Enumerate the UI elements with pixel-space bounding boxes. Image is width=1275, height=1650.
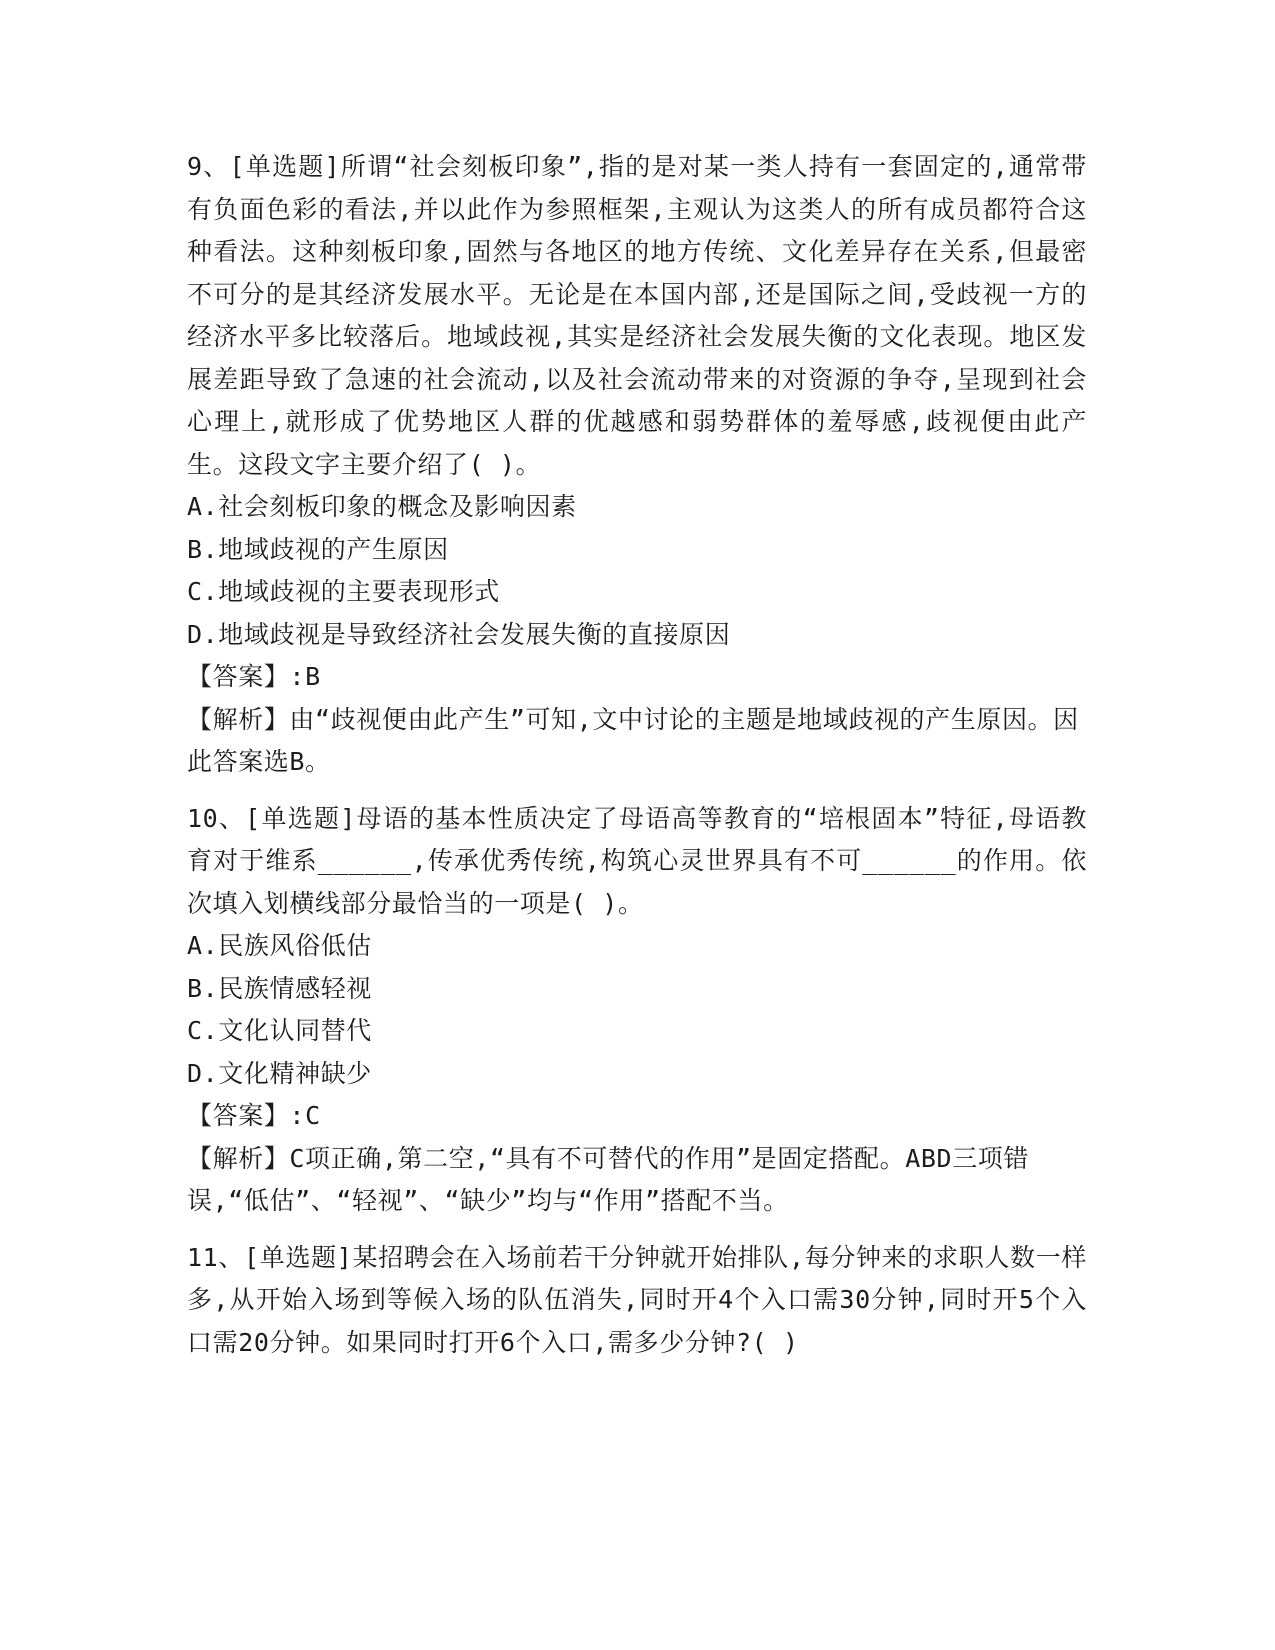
- question-stem: 11、[单选题]某招聘会在入场前若干分钟就开始排队,每分钟来的求职人数一样多,从开始入场到等候入场的队伍消失,同时开4个入口需30分钟,同时开5个入口需20分钟。如果同时打开6个入口,需多少分钟?( ): [187, 1242, 1087, 1357]
- answer-value: C: [305, 1101, 321, 1130]
- option-d: D.文化精神缺少: [187, 1058, 372, 1088]
- question-list: [187, 146, 1087, 1364]
- option-d: D.地域歧视是导致经济社会发展失衡的直接原因: [187, 619, 731, 649]
- option-c: C.文化认同替代: [187, 1016, 372, 1045]
- analysis-text: 【解析】由“歧视便由此产生”可知,文中讨论的主题是地域歧视的产生原因。因此答案选B。: [187, 704, 1079, 776]
- question-10: [187, 798, 1087, 1223]
- question-11: [187, 1237, 1087, 1365]
- option-b: B.地域歧视的产生原因: [187, 534, 449, 564]
- option-c: C.地域歧视的主要表现形式: [187, 577, 500, 606]
- question-stem: 10、[单选题]母语的基本性质决定了母语高等教育的“培根固本”特征,母语教育对于维系______,传承优秀传统,构筑心灵世界具有不可______的作用。依次填入划横线部分最恰当的一项是( )。: [187, 803, 1087, 918]
- option-a: A.民族风俗低估: [187, 931, 372, 960]
- option-a: A.社会刻板印象的概念及影响因素: [187, 492, 577, 521]
- answer-label: 【答案】:: [187, 1101, 306, 1130]
- answer-line: [187, 1095, 1087, 1138]
- answer-label: 【答案】:: [187, 662, 306, 691]
- question-9: [187, 146, 1087, 784]
- question-stem: 9、[单选题]所谓“社会刻板印象”,指的是对某一类人持有一套固定的,通常带有负面色彩的看法,并以此作为参照框架,主观认为这类人的所有成员都符合这种看法。这种刻板印象,固然与各地区的地方传统、文化差异存在关系,但最密不可分的是其经济发展水平。无论是在本国内部,还是国际之间,受歧视一方的经济水平多比较落后。地域歧视,其实是经济社会发展失衡的文化表现。地区发展差距导致了急速的社会流动,以及社会流动带来的对资源的争夺,呈现到社会心理上,就形成了优势地区人群的优越感和弱势群体的羞辱感,歧视便由此产生。这段文字主要介绍了( )。: [187, 152, 1087, 479]
- answer-value: B: [305, 662, 321, 691]
- option-b: B.民族情感轻视: [187, 973, 372, 1003]
- answer-line: [187, 656, 1087, 699]
- analysis-text: 【解析】C项正确,第二空,“具有不可替代的作用”是固定搭配。ABD三项错误,“低估”、“轻视”、“缺少”均与“作用”搭配不当。: [187, 1143, 1030, 1215]
